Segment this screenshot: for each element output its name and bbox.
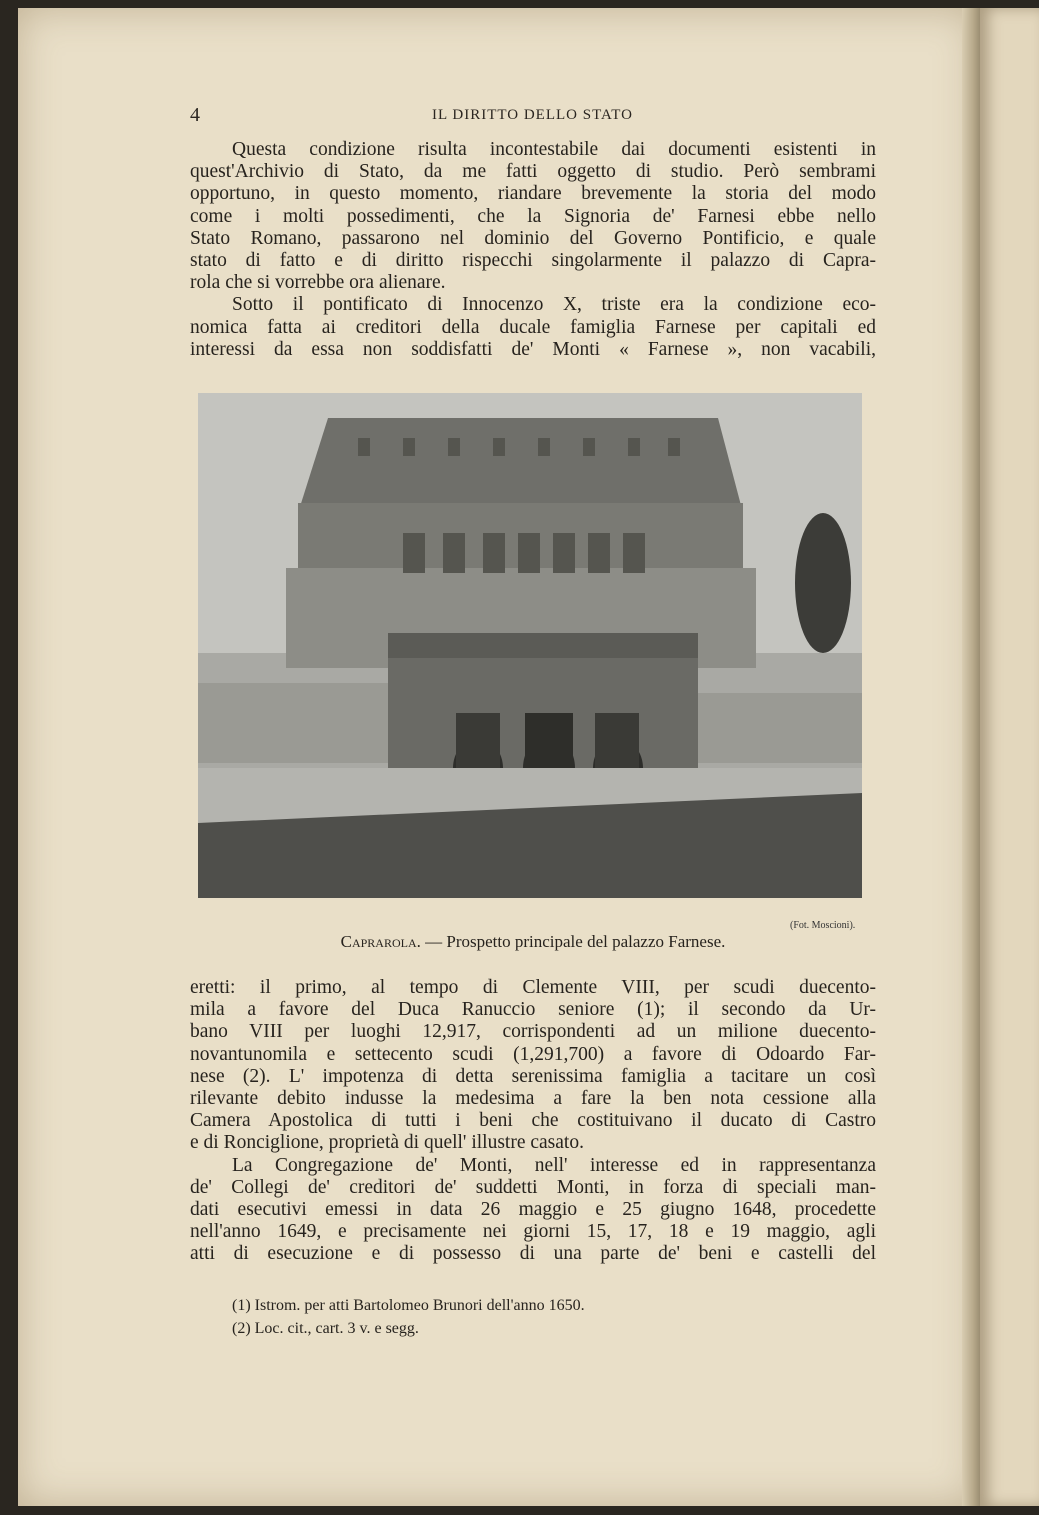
text-line: mila a favore del Duca Ranuccio seniore (1); il secondo da Ur- bbox=[190, 999, 876, 1021]
text-line: interessi da essa non soddisfatti de' Monti « Farnese », non vacabili, bbox=[190, 338, 876, 360]
facing-page-edge bbox=[980, 8, 1039, 1506]
text-line: quest'Archivio di Stato, da me fatti oggetto di studio. Però sembrami bbox=[190, 161, 876, 183]
text-line: come i molti possedimenti, che la Signoria de' Farnesi ebbe nello bbox=[190, 205, 876, 227]
text-line: e di Ronciglione, proprietà di quell' illustre casato. bbox=[190, 1132, 584, 1154]
paragraph-3 bbox=[190, 977, 876, 1265]
text-line: nell'anno 1649, e precisamente nei giorni 15, 17, 18 e 19 maggio, agli bbox=[190, 1221, 876, 1243]
text-line: stato di fatto e di diritto rispecchi singolarmente il palazzo di Capra- bbox=[190, 249, 876, 271]
text-line: Stato Romano, passarono nel dominio del Governo Pontificio, e quale bbox=[190, 227, 876, 249]
caption-text: — Prospetto principale del palazzo Farnese. bbox=[420, 932, 726, 951]
palazzo-farnese-photo bbox=[198, 393, 862, 898]
caption-place: Caprarola. bbox=[340, 932, 421, 951]
footnote-2: (2) Loc. cit., cart. 3 v. e segg. bbox=[232, 1320, 419, 1337]
text-line: bano VIII per luoghi 12,917, corrispondenti ad un milione duecento- bbox=[190, 1021, 876, 1043]
text-line: Camera Apostolica di tutti i beni che costituivano il ducato di Castro bbox=[190, 1110, 876, 1132]
text-line: novantunomila e settecento scudi (1,291,700) a favore di Odoardo Far- bbox=[190, 1043, 876, 1065]
text-line: Questa condizione risulta incontestabile dai documenti esistenti in bbox=[232, 139, 876, 160]
page-number: 4 bbox=[190, 104, 200, 126]
text-line: dati esecutivi emessi in data 26 maggio e 25 giugno 1648, procedette bbox=[190, 1198, 876, 1220]
text-line: atti di esecuzione e di possesso di una parte de' beni e castelli del bbox=[190, 1243, 876, 1265]
text-line: rola che si vorrebbe ora alienare. bbox=[190, 272, 446, 294]
text-line: nese (2). L' impotenza di detta serenissima famiglia a tacitare un così bbox=[190, 1065, 876, 1087]
photo-credit: (Fot. Moscioni). bbox=[790, 920, 856, 931]
paragraph-1 bbox=[190, 139, 876, 361]
figure-caption bbox=[190, 932, 876, 952]
text-line: de' Collegi de' creditori de' suddetti Monti, in forza di speciali man- bbox=[190, 1176, 876, 1198]
text-line: opportuno, in questo momento, riandare brevemente la storia del modo bbox=[190, 183, 876, 205]
text-line: rilevante debito indusse la medesima a fare la ben nota cessione alla bbox=[190, 1087, 876, 1109]
footnote-1: (1) Istrom. per atti Bartolomeo Brunori dell'anno 1650. bbox=[232, 1297, 585, 1314]
text-line: eretti: il primo, al tempo di Clemente VIII, per scudi duecento- bbox=[190, 977, 876, 998]
running-title: IL DIRITTO DELLO STATO bbox=[432, 107, 633, 123]
running-header bbox=[190, 104, 875, 128]
text-line: La Congregazione de' Monti, nell' interesse ed in rappresentanza bbox=[232, 1154, 876, 1176]
text-line: Sotto il pontificato di Innocenzo X, triste era la condizione eco- bbox=[232, 294, 876, 316]
text-line: nomica fatta ai creditori della ducale famiglia Farnese per capitali ed bbox=[190, 316, 876, 338]
